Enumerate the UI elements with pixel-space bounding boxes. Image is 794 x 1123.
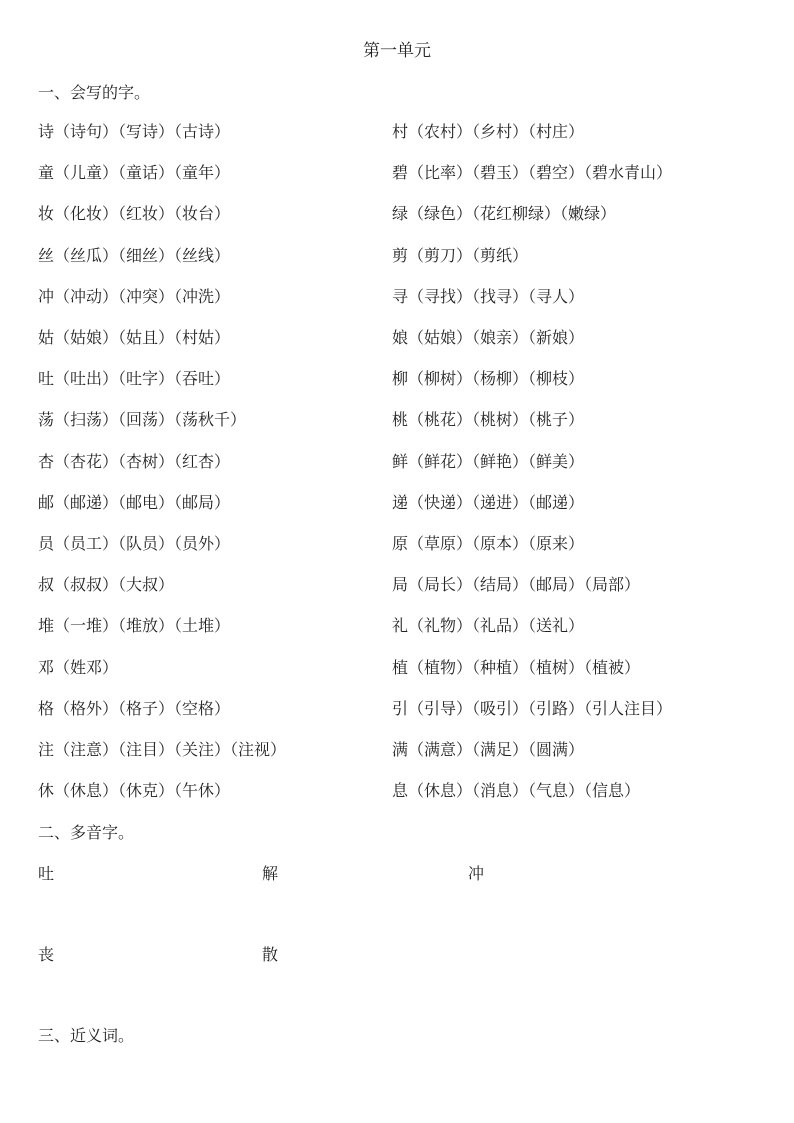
word-row [38, 657, 758, 679]
section-heading-polyphonic: 二、多音字。 [38, 823, 135, 842]
word-entry-left: 丝（丝瓜）（细丝）（丝线） [38, 245, 231, 265]
word-entry-right: 桃（桃花）（桃树）（桃子） [392, 410, 585, 430]
word-entry-right: 礼（礼物）（礼品）（送礼） [392, 616, 585, 636]
word-entry-right: 绿（绿色）（花红柳绿）（嫩绿） [392, 204, 617, 224]
word-entry-right: 满（满意）（满足）（圆满） [392, 740, 585, 759]
word-row [38, 245, 758, 267]
polyphonic-char: 冲 [468, 864, 485, 883]
word-entry-left: 休（休息）（休克）（午休） [38, 781, 231, 801]
word-entry-right: 村（农村）（乡村）（村庄） [392, 122, 585, 141]
word-entry-left: 童（儿童）（童话）（童年） [38, 163, 231, 183]
word-entry-left: 吐（吐出）（吐字）（吞吐） [38, 369, 231, 389]
word-row [38, 698, 758, 720]
word-row [38, 327, 758, 349]
word-row [38, 286, 758, 308]
word-row [38, 409, 758, 431]
word-entry-right: 局（局长）（结局）（邮局）（局部） [392, 575, 641, 595]
word-row [38, 121, 758, 143]
polyphonic-char: 吐 [38, 864, 55, 883]
page-title: 第一单元 [363, 41, 431, 61]
word-entry-right: 原（草原）（原本）（原来） [392, 534, 585, 553]
word-entry-left: 堆（一堆）（堆放）（土堆） [38, 616, 231, 636]
polyphonic-char: 丧 [38, 945, 55, 964]
polyphonic-char: 散 [262, 945, 279, 964]
word-entry-right: 娘（姑娘）（娘亲）（新娘） [392, 328, 585, 347]
word-row [38, 533, 758, 555]
word-row [38, 615, 758, 637]
word-entry-right: 碧（比率）（碧玉）（碧空）（碧水青山） [392, 163, 673, 183]
word-entry-left: 妆（化妆）（红妆）（妆台） [38, 204, 231, 224]
word-entry-right: 寻（寻找）（找寻）（寻人） [392, 286, 585, 306]
word-row [38, 368, 758, 390]
word-entry-left: 姑（姑娘）（姑且）（村姑） [38, 328, 231, 347]
word-row [38, 739, 758, 761]
polyphonic-char: 解 [262, 864, 279, 883]
word-entry-left: 杏（杏花）（杏树）（红杏） [38, 451, 231, 471]
word-row [38, 492, 758, 514]
word-entry-right: 鲜（鲜花）（鲜艳）（鲜美） [392, 451, 585, 471]
word-entry-left: 诗（诗句）（写诗）（古诗） [38, 122, 231, 141]
word-entry-right: 植（植物）（种植）（植树）（植被） [392, 657, 641, 677]
word-row [38, 574, 758, 596]
word-row [38, 162, 758, 184]
word-entry-left: 冲（冲动）（冲突）（冲洗） [38, 286, 231, 306]
word-entry-right: 引（引导）（吸引）（引路）（引人注目） [392, 698, 673, 718]
section-heading-synonyms: 三、近义词。 [38, 1026, 135, 1045]
word-entry-left: 叔（叔叔）（大叔） [38, 575, 175, 595]
word-entry-right: 递（快递）（递进）（邮递） [392, 492, 585, 512]
word-entry-left: 邓（姓邓） [38, 657, 119, 677]
word-entry-left: 注（注意）（注目）（关注）（注视） [38, 740, 287, 759]
word-entry-left: 荡（扫荡）（回荡）（荡秋千） [38, 410, 247, 430]
word-row [38, 451, 758, 473]
section-heading-writing-chars: 一、会写的字。 [38, 83, 151, 102]
word-entry-right: 柳（柳树）（杨柳）（柳枝） [392, 369, 585, 389]
word-entry-left: 格（格外）（格子）（空格） [38, 698, 231, 718]
word-entry-left: 邮（邮递）（邮电）（邮局） [38, 492, 231, 512]
word-row [38, 780, 758, 802]
word-entry-right: 息（休息）（消息）（气息）（信息） [392, 781, 641, 801]
word-row [38, 203, 758, 225]
word-entry-right: 剪（剪刀）（剪纸） [392, 245, 529, 265]
word-entry-left: 员（员工）（队员）（员外） [38, 534, 231, 553]
